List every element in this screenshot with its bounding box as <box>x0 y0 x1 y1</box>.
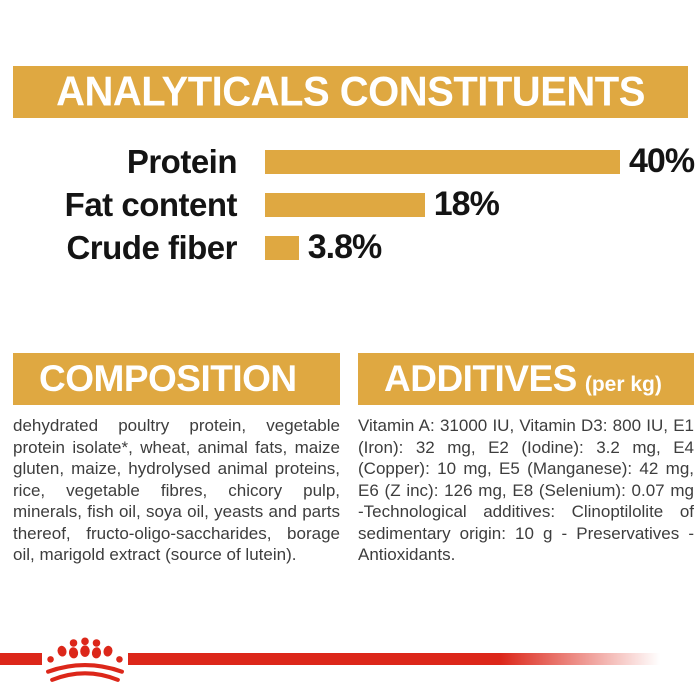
chart-category-label: Protein <box>126 142 237 180</box>
chart-row <box>0 183 700 226</box>
royal-canin-crown-icon <box>44 637 126 685</box>
footer-rule-right <box>128 653 660 665</box>
additives-title-suffix: (per kg) <box>584 373 662 396</box>
footer-rule-left <box>0 653 42 665</box>
chart-row <box>0 226 700 269</box>
chart-row <box>0 140 700 183</box>
additives-section <box>358 353 694 566</box>
chart-bar <box>265 150 620 174</box>
additives-header <box>358 353 694 405</box>
analyticals-banner <box>13 66 688 118</box>
additives-title: ADDITIVES <box>384 358 577 399</box>
constituents-chart <box>0 140 700 269</box>
composition-section <box>13 353 340 566</box>
additives-body: Vitamin A: 31000 IU, Vitamin D3: 800 IU, E1 (Iron): 32 mg, E2 (Iodine): 3.2 mg, E4 (Copper): 10 mg, E5 (Manganese): 42 mg, E6 (Z inc): 126 mg, E8 (Selenium): 0.07 mg -Technological additives: Clinoptilolite of sedimentary origin: 10 g - Preservatives - Antioxidants. <box>358 416 694 564</box>
chart-category-label: Crude fiber <box>66 228 237 266</box>
chart-bar <box>265 193 425 217</box>
chart-bar <box>265 236 299 260</box>
chart-category-label: Fat content <box>64 185 237 223</box>
composition-body: dehydrated poultry protein, vegetable protein isolate*, wheat, animal fats, maize gluten, maize, hydrolysed animal proteins, rice, vegetable fibres, chicory pulp, minerals, fish oil, soya oil, yeasts and parts thereof, fructo-oligo-saccharides, borage oil, marigold extract (source of lutein). <box>13 416 340 564</box>
chart-value-label: 3.8% <box>307 228 382 266</box>
composition-title: COMPOSITION <box>39 358 297 399</box>
chart-value-label: 18% <box>433 185 499 223</box>
chart-value-label: 40% <box>629 142 695 180</box>
composition-header <box>13 353 340 405</box>
analyticals-banner-title: ANALYTICALS CONSTITUENTS <box>56 68 645 115</box>
